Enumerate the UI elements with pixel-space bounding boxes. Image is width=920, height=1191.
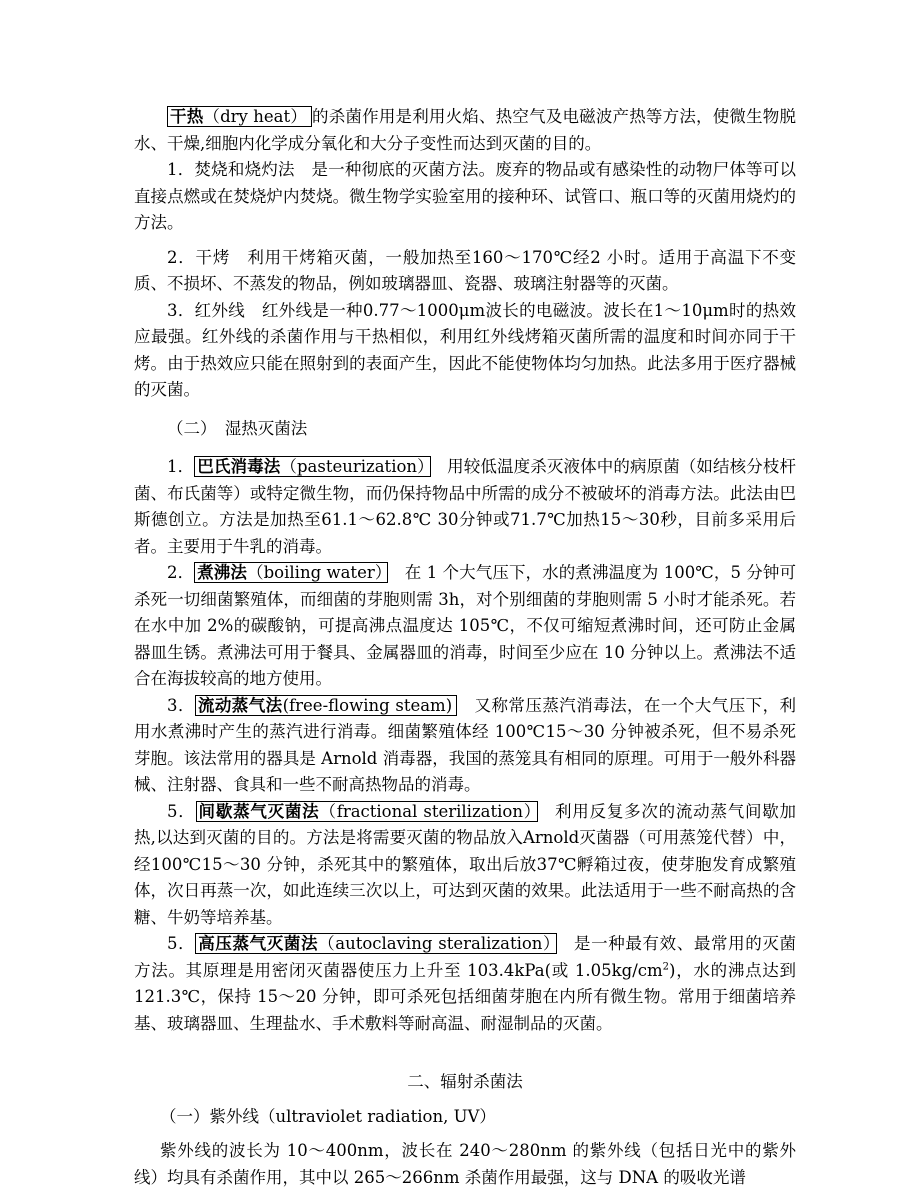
term-box <box>196 801 538 822</box>
term-chinese: 煮沸法 <box>197 563 248 582</box>
term-box <box>195 695 457 716</box>
moist-item-pasteurization <box>134 454 796 560</box>
item-number: 2． <box>167 563 195 582</box>
term-english: （dry heat） <box>203 107 308 126</box>
item-number: 5． <box>167 934 196 953</box>
paragraph-text: 的杀菌作用是利用火焰、热空气及电磁波产热等方法，使微生物脱水、干燥,细胞内化学成分氧化和大分子变性而达到灭菌的目的。 <box>134 107 796 153</box>
term-box <box>194 456 430 477</box>
document-body <box>134 104 796 1191</box>
term-english: （autoclaving steralization） <box>318 934 552 953</box>
paragraph-text: 用较低温度杀灭液体中的病原菌（如结核分枝杆菌、布氏菌等）或特定微生物，而仍保持物品中所需的成分不被破坏的消毒方法。此法由巴斯德创立。方法是加热至61.1～62.8℃ 30分钟或71.7℃加热15～30秒，目前多采用后者。主要用于牛乳的消毒。 <box>134 457 797 556</box>
term-english: （pasteurization） <box>280 457 426 476</box>
term-box <box>194 562 388 583</box>
dry-heat-term-box <box>167 106 312 127</box>
moist-item-free-flowing-steam <box>134 693 796 799</box>
item-number: 3． <box>167 695 195 715</box>
paragraph-text: 在 1 个大气压下，水的煮沸温度为 100℃，5 分钟可杀死一切细菌繁殖体，而细菌的芽胞则需 3h，对个别细菌的芽胞则需 5 小时才能杀死。若在水中加 2%的碳酸钠，可提高沸点温度达 105℃，不仅可缩短煮沸时间，还可防止金属器皿生锈。煮沸法可用于餐具、金属器皿的消毒，时间至少应在 10 分钟以上。煮沸法不适合在海拔较高的地方使用。 <box>134 563 796 688</box>
item-number: 1． <box>167 457 195 476</box>
paragraph-text: 是一种最有效、最常用的灭菌方法。其原理是用密闭灭菌器使压力上升至 103.4kPa(或 1.05kg/cm <box>134 934 797 980</box>
term-chinese: 流动蒸气法 <box>197 695 283 715</box>
term-english: (free-flowing steam) <box>282 695 453 715</box>
dry-item-infrared: 3．红外线 红外线是一种0.77～1000μm波长的电磁波。波长在1～10μm时的热效应最强。红外线的杀菌作用与干热相似，利用红外线烤箱灭菌所需的温度和时间亦同于干烤。由于热效应只能在照射到的表面产生，因此不能使物体均匀加热。此法多用于医疗器械的灭菌。 <box>134 300 796 399</box>
term-chinese: 干热 <box>170 107 204 126</box>
term-english: （boiling water） <box>247 563 384 582</box>
paragraph-text: 又称常压蒸汽消毒法，在一个大气压下，利用水煮沸时产生的蒸汽进行消毒。细菌繁殖体经 100℃15～30 分钟被杀死，但不易杀死芽胞。该法常用的器具是 Arnold 消毒器，我国的蒸笼具有相同的原理。可用于一般外科器械、注射器、食具和一些不耐高热物品的消毒。 <box>134 695 797 794</box>
uv-heading: （一）紫外线（ultraviolet radiation, UV） <box>160 1106 496 1126</box>
term-chinese: 高压蒸气灭菌法 <box>198 934 319 953</box>
dry-item-dry-oven: 2．干烤 利用干烤箱灭菌，一般加热至160～170℃经2 小时。适用于高温下不变质、不损坏、不蒸发的物品，例如玻璃器皿、瓷器、玻璃注射器等的灭菌。 <box>134 247 796 293</box>
item-number: 5． <box>167 801 196 821</box>
moist-item-boiling <box>134 560 796 693</box>
superscript: 2 <box>662 961 670 972</box>
uv-paragraph: 紫外线的波长为 10～400nm，波长在 240～280nm 的紫外线（包括日光中的紫外线）均具有杀菌作用，其中以 265～266nm 杀菌作用最强，这与 DNA 的吸收光谱 <box>134 1141 796 1187</box>
term-chinese: 巴氏消毒法 <box>197 457 281 476</box>
paragraph-text: 利用反复多次的流动蒸气间歇加热,以达到灭菌的目的。方法是将需要灭菌的物品放入Arnold灭菌器（可用蒸笼代替）中，经100℃15～30 分钟，杀死其中的繁殖体，取出后放37℃孵箱过夜，使芽胞发育成繁殖体，次日再蒸一次，如此连续三次以上，可达到灭菌的效果。此法适用于一些不耐高热的含糖、牛奶等培养基。 <box>134 801 797 927</box>
moist-item-fractional-sterilization <box>134 799 796 932</box>
radiation-heading: 二、辐射杀菌法 <box>407 1072 523 1091</box>
term-box <box>195 933 557 954</box>
dry-item-incineration: 1．焚烧和烧灼法 是一种彻底的灭菌方法。废弃的物品或有感染性的动物尸体等可以直接点燃或在焚烧炉内焚烧。微生物学实验室用的接种环、试管口、瓶口等的灭菌用烧灼的方法。 <box>134 160 796 232</box>
moist-item-autoclaving <box>134 931 796 1037</box>
term-english: （fractional sterilization） <box>319 801 533 821</box>
term-chinese: 间歇蒸气灭菌法 <box>198 801 320 821</box>
paragraph-text-continued: )，水的沸点达到 121.3℃，保持 15～20 分钟，即可杀死包括细菌芽胞在内所有微生物。常用于细菌培养基、玻璃器皿、生理盐水、手术敷料等耐高温、耐湿制品的灭菌。 <box>134 960 797 1033</box>
dry-heat-intro <box>134 104 796 157</box>
moist-heat-heading: （二） 湿热灭菌法 <box>167 418 308 438</box>
